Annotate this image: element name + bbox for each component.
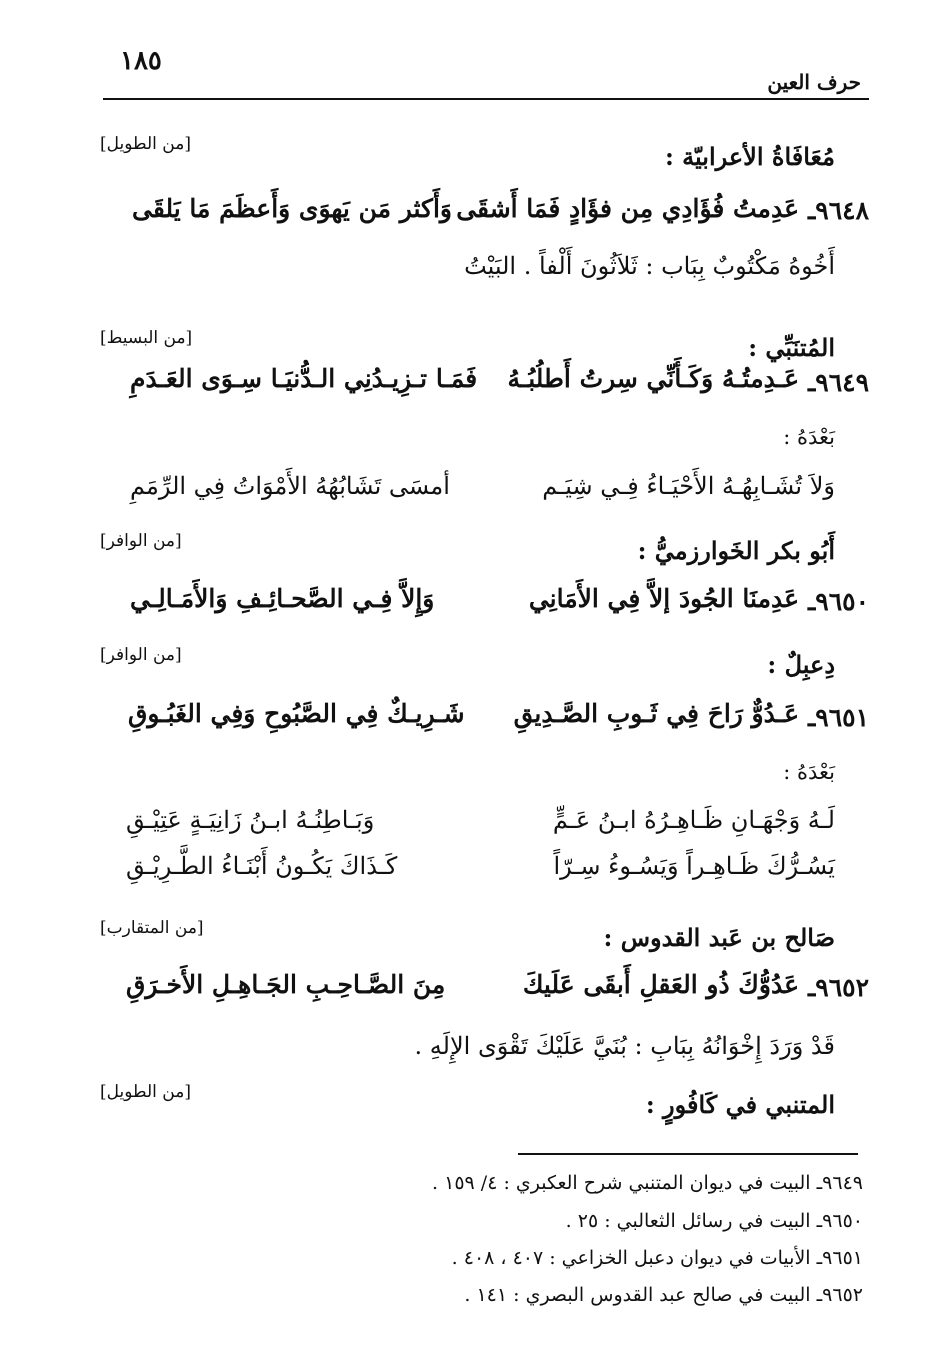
poet-name: صَالح بن عَبد القدوس : <box>603 923 835 952</box>
chain-note: أَخُوهُ مَكْتُوبٌ بِبَاب : ثَلاَثُونَ أَلْفاً . البَيْتُ <box>464 252 835 280</box>
hemistich-first: عَـدِمتُـهُ وَكَـأَنِّي سِرتُ أَطلُبُـهُ <box>507 364 799 393</box>
hemistich-first: عَدِمنَا الجُودَ إلاَّ فِي الأَمَانِي <box>528 584 799 613</box>
hemistich-second: فَمَـا تـزِيـدُنِي الـدُّنيَـا سِـوَى العَـدَمِ <box>130 364 478 393</box>
meter-label: [من الوافر] <box>100 645 182 665</box>
header-rule <box>103 98 869 100</box>
poet-name: دِعبِلٌ : <box>767 650 835 679</box>
footnote-rule <box>518 1153 858 1155</box>
meter-label: [من الوافر] <box>100 531 182 551</box>
hemistich-second: أمسَى تَشَابُهُهُ الأَمْوَاتُ فِي الرِّمَمِ <box>130 472 450 500</box>
chapter-title: حرف العين <box>767 70 861 94</box>
hemistich-first: لَـهُ وَجْهَـانِ ظَـاهِـرُهُ ابـنُ عَـمٍّ <box>552 806 835 834</box>
hemistich-second: شَـرِيـكٌ فِي الصَّبُوحِ وَفِي الغَبُـوقِ <box>128 699 465 728</box>
page-number: ١٨٥ <box>120 46 162 76</box>
poet-name: المُتنَبِّي : <box>748 333 835 362</box>
footnote: ٩٦٥٢ـ البيت في صالح عبد القدوس البصري : ١٤١ . <box>464 1284 863 1306</box>
verse-number: ٩٦٥١ـ <box>807 703 869 732</box>
poet-name: المتنبي في كَافُورٍ : <box>645 1090 835 1119</box>
hemistich-second: وَبَـاطِنُـهُ ابـنُ زَانِيَـةٍ عَتِيْـقِ <box>126 806 375 834</box>
meter-label: [من الطويل] <box>100 1082 191 1102</box>
meter-label: [من المتقارب] <box>100 918 204 938</box>
hemistich-first: يَسُـرُّكَ ظَـاهِـراً وَيَسُـوءُ سِـرّاً <box>553 852 835 880</box>
footnote: ٩٦٤٩ـ البيت في ديوان المتنبي شرح العكبري : ٤/ ١٥٩ . <box>432 1172 863 1194</box>
poet-name: أَبُو بكر الخَوارزميُّ : <box>637 536 835 565</box>
footnote: ٩٦٥١ـ الأبيات في ديوان دعبل الخزاعي : ٤٠٧ ، ٤٠٨ . <box>451 1247 863 1269</box>
after-label: بَعْدَهُ : <box>783 760 835 784</box>
hemistich-first: عَدُوُّكَ ذُو العَقلِ أَبقَى عَلَيكَ <box>522 970 799 999</box>
hemistich-first: عَدِمتُ فُؤَادِي مِن فؤَادٍ فَمَا أَشقَى <box>456 194 799 223</box>
poet-name: مُعَافَاةُ الأعرابيّة : <box>664 142 835 171</box>
hemistich-first: عَـدُوٌّ رَاحَ فِي ثَـوبِ الصَّـدِيقِ <box>513 699 799 728</box>
verse-number: ٩٦٥٢ـ <box>807 973 869 1002</box>
verse-number: ٩٦٥٠ـ <box>807 587 869 616</box>
verse-number: ٩٦٤٨ـ <box>807 196 869 225</box>
hemistich-second: وَإِلاَّ فِـي الصَّحـائِـفِ وَالأَمَـالِـي <box>130 584 435 613</box>
meter-label: [من الطويل] <box>100 134 191 154</box>
hemistich-second: مِنَ الصَّـاحِـبِ الجَـاهِـلِ الأَخـرَقِ <box>126 970 446 999</box>
meter-label: [من البسيط] <box>100 328 193 348</box>
chain-note: قَدْ وَرَدَ إِخْوَانُهُ بِبَابِ : بُنَيَّ عَلَيْكَ تَقْوَى الإِلَهِ . <box>414 1032 835 1060</box>
footnote: ٩٦٥٠ـ البيت في رسائل الثعالبي : ٢٥ . <box>565 1210 863 1232</box>
hemistich-first: وَلاَ تُشَـابِهُـهُ الأَحْيَـاءُ فِـي شِيَـم <box>542 472 835 500</box>
hemistich-second: وَأَكثر مَن يَهوَى وَأَعظَمَ مَا يَلقَى <box>132 194 452 223</box>
hemistich-second: كَـذَاكَ يَكُـونُ أَبْنَـاءُ الطَّـرِيْـقِ <box>126 852 398 880</box>
after-label: بَعْدَهُ : <box>783 425 835 449</box>
verse-number: ٩٦٤٩ـ <box>807 368 869 397</box>
